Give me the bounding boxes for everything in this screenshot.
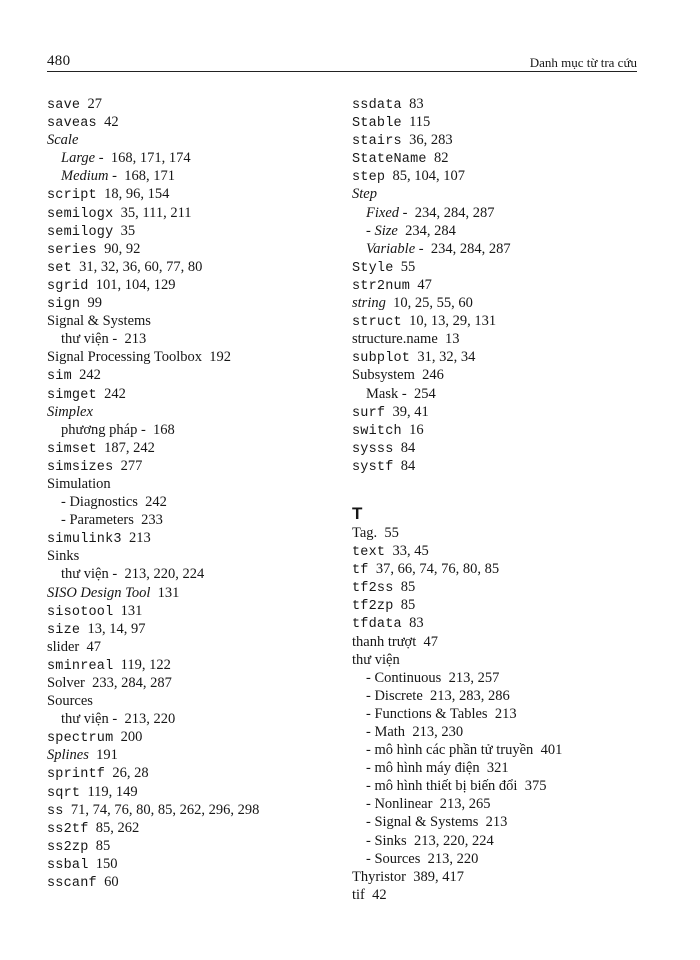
entry-term: text	[352, 545, 386, 561]
index-entry	[47, 620, 337, 638]
index-entry	[47, 131, 337, 149]
index-entry	[352, 868, 652, 886]
index-entry	[352, 95, 652, 113]
entry-pages: 213	[128, 530, 151, 547]
index-entry	[47, 222, 337, 240]
index-entry	[352, 403, 652, 421]
index-entry	[352, 524, 652, 542]
entry-pages: 10, 25, 55, 60	[393, 295, 473, 312]
index-entry	[47, 95, 337, 113]
entry-pages: 233	[141, 512, 163, 529]
index-entry	[47, 746, 337, 764]
entry-pages: 83	[409, 96, 424, 112]
entry-pages: 115	[409, 114, 431, 131]
entry-term: sqrt	[47, 785, 81, 801]
entry-term: Splines	[47, 747, 89, 764]
entry-term: tfdata	[352, 617, 402, 633]
entry-term: - mô hình thiết bị biến đổi	[366, 778, 518, 795]
entry-pages: 277	[120, 457, 143, 474]
entry-pages: 213, 230	[412, 724, 464, 740]
entry-pages: 35, 111, 211	[120, 204, 192, 221]
entry-pages: 85	[400, 579, 416, 596]
index-entry	[352, 167, 652, 185]
entry-term: Fixed -	[366, 204, 408, 221]
entry-pages: 13, 14, 97	[87, 620, 146, 637]
index-entry	[47, 692, 337, 710]
entry-pages: 85	[400, 597, 416, 614]
entry-term: thư viện -	[61, 566, 118, 583]
entry-pages: 150	[95, 855, 118, 872]
entry-pages: 213, 220	[124, 711, 176, 728]
index-entry	[47, 113, 337, 131]
index-entry	[352, 421, 652, 439]
entry-pages: 31, 32, 36, 60, 77, 80	[79, 258, 203, 275]
entry-pages: 85, 262	[95, 819, 140, 836]
index-entry	[47, 457, 337, 475]
index-subentry	[352, 723, 652, 741]
entry-pages: 168, 171	[124, 168, 175, 185]
index-entry	[47, 294, 337, 312]
entry-term: Sinks	[47, 548, 80, 565]
section-letter: T	[352, 503, 363, 523]
entry-pages: 42	[372, 886, 387, 903]
entry-term: script	[47, 188, 97, 204]
entry-term: Tag.	[352, 524, 378, 541]
index-entry	[47, 638, 337, 656]
page-header	[47, 55, 637, 71]
index-subentry	[352, 687, 652, 705]
index-entry	[47, 819, 337, 837]
entry-pages: 13	[445, 331, 460, 348]
entry-term: - Signal & Systems	[366, 814, 479, 831]
entry-term: simulink3	[47, 532, 122, 548]
index-entry	[352, 348, 652, 366]
entry-term: systf	[352, 459, 394, 475]
index-entry	[352, 596, 652, 614]
entry-term: Signal Processing Toolbox	[47, 349, 202, 366]
index-entry	[352, 276, 652, 294]
entry-pages: 31, 32, 34	[417, 349, 476, 366]
entry-pages: 101, 104, 129	[95, 276, 176, 293]
entry-term: thanh trượt	[352, 633, 417, 650]
index-entry	[47, 439, 337, 457]
entry-pages: 213, 220	[427, 850, 479, 867]
entry-term: - mô hình máy điện	[366, 760, 480, 777]
entry-term: Style	[352, 260, 394, 276]
index-subentry	[47, 167, 337, 185]
entry-pages: 47	[417, 276, 432, 293]
entry-term: Medium -	[61, 168, 117, 185]
entry-term: stairs	[352, 134, 402, 150]
entry-pages: 213	[494, 705, 517, 722]
index-column-left	[47, 95, 337, 891]
index-entry	[47, 366, 337, 384]
entry-pages: 213	[485, 814, 508, 831]
entry-term: ss2tf	[47, 821, 89, 837]
index-entry	[47, 837, 337, 855]
entry-pages: 16	[409, 421, 424, 438]
entry-pages: 246	[422, 367, 444, 384]
index-entry	[352, 131, 652, 149]
entry-pages: 18, 96, 154	[104, 186, 170, 203]
entry-term: - Sinks	[366, 832, 407, 849]
entry-pages: 26, 28	[112, 765, 149, 782]
entry-pages: 200	[120, 729, 143, 746]
index-subentry	[352, 222, 652, 240]
index-subentry	[352, 240, 652, 258]
index-subentry	[47, 149, 337, 167]
entry-pages: 213, 220, 224	[413, 832, 494, 849]
index-subentry	[47, 511, 337, 529]
index-entry	[47, 547, 337, 565]
entry-term: thư viện -	[61, 331, 118, 348]
index-entry	[47, 656, 337, 674]
entry-pages: 39, 41	[392, 403, 429, 420]
entry-term: structure.name	[352, 331, 438, 348]
entry-term: - Continuous	[366, 669, 442, 686]
index-subentry	[352, 795, 652, 813]
index-entry	[47, 204, 337, 222]
entry-term: save	[47, 98, 81, 113]
index-entry	[352, 633, 652, 651]
entry-term: - Discrete	[366, 687, 423, 704]
entry-term: step	[352, 170, 386, 186]
entry-term: tf	[352, 563, 369, 579]
index-entry	[352, 185, 652, 203]
index-entry	[47, 728, 337, 746]
entry-term: Thyristor	[352, 868, 406, 885]
entry-term: slider	[47, 638, 80, 655]
entry-pages: 242	[145, 494, 167, 511]
entry-term: sminreal	[47, 658, 114, 674]
index-entry	[352, 886, 652, 904]
entry-pages: 99	[87, 295, 102, 312]
index-entry	[47, 674, 337, 692]
entry-term: simget	[47, 387, 97, 403]
entry-term: StateName	[352, 152, 427, 168]
entry-term: ssbal	[47, 857, 89, 873]
entry-pages: 119, 122	[120, 656, 171, 673]
index-subentry	[352, 204, 652, 222]
entry-pages: 242	[104, 385, 126, 402]
entry-term: ss	[47, 803, 64, 819]
entry-term: semilogy	[47, 224, 114, 240]
entry-term: Step	[352, 186, 377, 203]
index-subentry	[47, 421, 337, 439]
entry-term: Large -	[61, 150, 104, 167]
entry-pages: 213, 257	[448, 669, 500, 686]
index-subentry	[352, 759, 652, 777]
entry-pages: 234, 284	[405, 222, 456, 239]
entry-pages: 119, 149	[87, 783, 138, 800]
entry-pages: 85, 104, 107	[392, 168, 465, 185]
entry-pages: 401	[540, 742, 563, 759]
entry-term: sim	[47, 369, 72, 385]
entry-term: Sources	[47, 693, 93, 710]
index-entry	[47, 855, 337, 873]
entry-pages: 82	[433, 150, 449, 167]
entry-term: set	[47, 260, 72, 276]
entry-term: ssdata	[352, 98, 402, 113]
entry-pages: 168	[153, 421, 175, 438]
entry-term: ss2zp	[47, 839, 89, 855]
index-entry	[47, 258, 337, 276]
index-entry	[47, 602, 337, 620]
entry-term: str2num	[352, 278, 411, 294]
index-subentry	[352, 741, 652, 759]
index-entry	[47, 312, 337, 330]
entry-pages: 55	[400, 258, 416, 275]
entry-term: tif	[352, 886, 365, 903]
entry-pages: 35	[120, 222, 136, 239]
section-spacer	[352, 475, 652, 504]
entry-term: Simulation	[47, 475, 111, 492]
entry-term: struct	[352, 315, 402, 331]
entry-term: semilogx	[47, 206, 114, 222]
entry-term: simsizes	[47, 459, 114, 475]
index-subentry	[352, 705, 652, 723]
entry-term: phương pháp -	[61, 421, 146, 438]
index-subentry	[352, 813, 652, 831]
index-subentry	[352, 669, 652, 687]
entry-pages: 192	[209, 349, 231, 366]
index-subentry	[352, 385, 652, 403]
index-entry	[47, 240, 337, 258]
entry-term: Subsystem	[352, 367, 415, 384]
entry-pages: 55	[384, 524, 399, 541]
entry-pages: 84	[400, 457, 416, 474]
entry-pages: 131	[120, 602, 143, 619]
entry-term: sign	[47, 297, 81, 313]
entry-pages: 84	[400, 439, 416, 456]
entry-term: subplot	[352, 351, 411, 367]
index-entry	[352, 560, 652, 578]
entry-pages: 83	[409, 615, 424, 632]
entry-pages: 213, 283, 286	[430, 687, 510, 704]
entry-term: string	[352, 295, 386, 312]
index-entry	[47, 403, 337, 421]
entry-pages: 191	[96, 747, 118, 764]
index-entry	[47, 529, 337, 547]
entry-term: Scale	[47, 132, 79, 149]
entry-pages: 213, 265	[439, 796, 491, 813]
running-title: Danh mục từ tra cứu	[529, 55, 637, 70]
entry-term: thư viện	[352, 651, 400, 668]
index-entry	[352, 366, 652, 384]
entry-pages: 37, 66, 74, 76, 80, 85	[375, 561, 500, 578]
entry-pages: 90, 92	[104, 240, 141, 257]
index-subentry	[352, 832, 652, 850]
entry-term: Signal & Systems	[47, 313, 151, 330]
index-entry	[47, 276, 337, 294]
index-entry	[352, 294, 652, 312]
index-entry	[352, 113, 652, 131]
entry-term: Stable	[352, 116, 402, 132]
entry-term: - Nonlinear	[366, 796, 433, 813]
entry-pages: 254	[413, 385, 436, 402]
entry-pages: 321	[486, 760, 509, 777]
entry-term: series	[47, 242, 97, 258]
entry-term: sysss	[352, 441, 394, 457]
index-entry	[47, 584, 337, 602]
entry-pages: 71, 74, 76, 80, 85, 262, 296, 298	[70, 801, 260, 818]
entry-term: Simplex	[47, 403, 93, 420]
entry-pages: 131	[157, 584, 180, 601]
entry-term: Solver	[47, 675, 85, 691]
entry-term: sisotool	[47, 604, 114, 620]
index-entry	[352, 457, 652, 475]
index-entry	[352, 439, 652, 457]
entry-pages: 375	[524, 778, 547, 795]
entry-pages: 47	[423, 633, 439, 650]
index-subentry	[47, 493, 337, 511]
entry-pages: 36, 283	[409, 132, 453, 149]
index-entry	[352, 614, 652, 632]
index-entry	[352, 651, 652, 669]
header-rule	[47, 71, 637, 72]
index-subentry	[352, 850, 652, 868]
entry-pages: 242	[79, 367, 101, 384]
entry-term: switch	[352, 423, 402, 439]
entry-term: - Functions & Tables	[366, 705, 488, 722]
index-subentry	[352, 777, 652, 795]
entry-term: thư viện -	[61, 711, 118, 728]
index-column-right	[352, 95, 652, 904]
entry-term: - Math	[366, 724, 406, 740]
index-subentry	[47, 565, 337, 583]
index-entry	[47, 873, 337, 891]
entry-term: - mô hình các phần tử truyền	[366, 742, 534, 759]
index-entry	[352, 578, 652, 596]
entry-pages: 10, 13, 29, 131	[409, 313, 497, 330]
entry-pages: 234, 284, 287	[430, 240, 511, 257]
index-entry	[47, 348, 337, 366]
entry-term: sgrid	[47, 278, 89, 294]
entry-term: surf	[352, 405, 386, 421]
index-entry	[47, 475, 337, 493]
index-entry	[47, 801, 337, 819]
entry-pages: 42	[104, 114, 119, 131]
entry-term: Mask -	[366, 385, 407, 402]
entry-term: spectrum	[47, 731, 114, 747]
index-entry	[47, 783, 337, 801]
index-entry	[47, 185, 337, 203]
entry-term: Variable -	[366, 240, 424, 257]
entry-pages: 33, 45	[392, 543, 429, 560]
index-entry	[352, 542, 652, 560]
entry-pages: 168, 171, 174	[110, 150, 191, 167]
entry-term: tf2zp	[352, 599, 394, 615]
entry-pages: 47	[86, 638, 101, 655]
index-entry	[352, 330, 652, 348]
entry-pages: 60	[104, 874, 119, 891]
entry-term: - Parameters	[61, 512, 134, 529]
entry-term: size	[47, 622, 81, 638]
entry-pages: 234, 284, 287	[414, 204, 495, 221]
entry-pages: 27	[87, 96, 102, 112]
entry-term: saveas	[47, 116, 97, 132]
page-number: 480	[47, 53, 71, 69]
entry-term: sprintf	[47, 767, 106, 783]
entry-pages: 213, 220, 224	[124, 566, 205, 583]
entry-term: - Sources	[366, 850, 421, 867]
index-entry	[47, 385, 337, 403]
index-subentry	[47, 330, 337, 348]
entry-pages: 389, 417	[413, 868, 464, 885]
entry-pages: 233, 284, 287	[92, 675, 172, 691]
index-entry	[352, 258, 652, 276]
index-subentry	[47, 710, 337, 728]
index-entry	[47, 764, 337, 782]
index-entry	[352, 312, 652, 330]
index-entry	[352, 149, 652, 167]
entry-pages: 187, 242	[104, 439, 155, 456]
entry-term: simset	[47, 441, 97, 457]
entry-term: SISO Design Tool	[47, 584, 151, 601]
entry-term: - Diagnostics	[61, 494, 138, 511]
entry-term: tf2ss	[352, 581, 394, 597]
entry-pages: 85	[95, 837, 111, 854]
entry-term: - Size	[366, 222, 398, 239]
entry-pages: 213	[124, 331, 147, 348]
entry-term: sscanf	[47, 876, 97, 892]
